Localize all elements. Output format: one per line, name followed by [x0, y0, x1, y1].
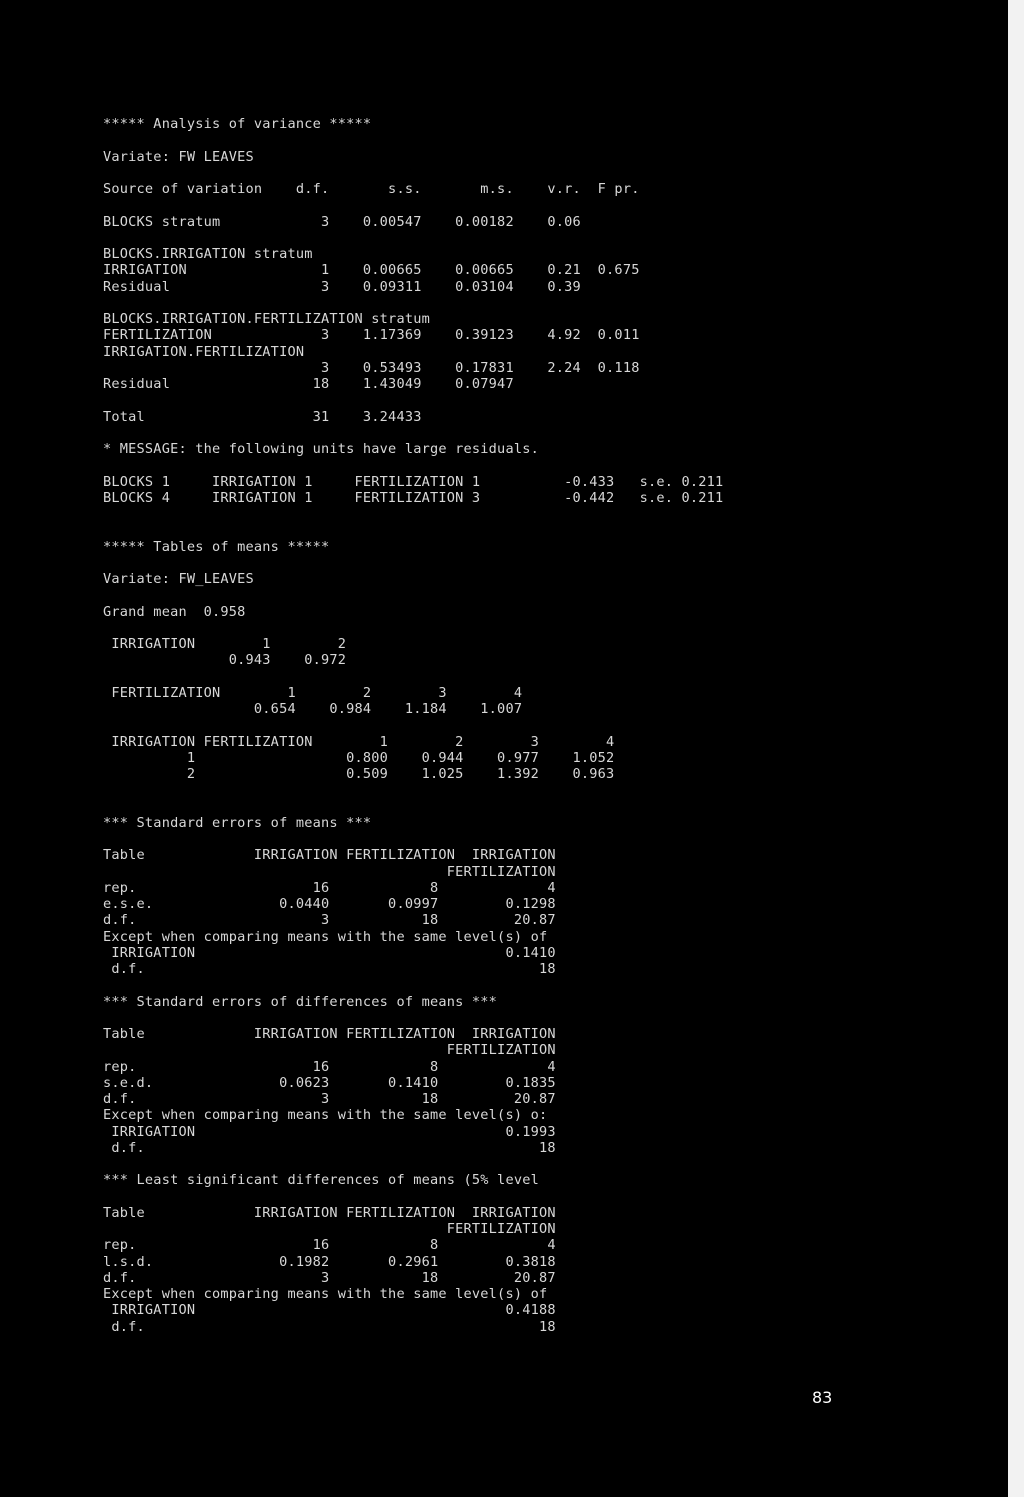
output-line: IRRIGATION FERTILIZATION 1 2 3 4 [103, 733, 615, 750]
output-line: d.f. 18 [103, 1139, 556, 1156]
output-line: Grand mean 0.958 [103, 603, 246, 620]
output-line: FERTILIZATION 1 2 3 4 [103, 684, 523, 701]
output-line: l.s.d. 0.1982 0.2961 0.3818 [103, 1253, 556, 1270]
output-line: Table IRRIGATION FERTILIZATION IRRIGATION [103, 1204, 556, 1221]
output-line [103, 782, 723, 798]
output-line [103, 587, 723, 603]
output-line [103, 506, 723, 522]
output-line: Residual 18 1.43049 0.07947 [103, 376, 514, 392]
output-line [103, 230, 723, 246]
output-line: BLOCKS.IRRIGATION.FERTILIZATION stratum [103, 311, 430, 327]
output-line: Variate: FW LEAVES [103, 148, 254, 165]
output-line: Except when comparing means with the same level(s) o: [103, 1107, 548, 1124]
output-line [103, 620, 723, 636]
output-line: ***** Tables of means ***** [103, 538, 330, 555]
output-line: Source of variation d.f. s.s. m.s. v.r. F pr. [103, 181, 640, 197]
output-line: BLOCKS.IRRIGATION stratum [103, 246, 313, 262]
output-line: IRRIGATION 0.4188 [103, 1302, 556, 1319]
output-line: rep. 16 8 4 [103, 879, 556, 896]
output-line [103, 717, 723, 733]
output-line: FERTILIZATION [103, 1221, 556, 1237]
output-line: Variate: FW_LEAVES [103, 571, 254, 587]
output-line: Table IRRIGATION FERTILIZATION IRRIGATION [103, 1026, 556, 1042]
anova-output-listing [103, 116, 723, 1335]
output-line [103, 457, 723, 473]
output-line: d.f. 3 18 20.87 [103, 1091, 556, 1107]
output-line: 0.654 0.984 1.184 1.007 [103, 701, 523, 717]
output-line [103, 1189, 723, 1205]
output-line [103, 555, 723, 571]
output-line [103, 132, 723, 148]
output-line: Except when comparing means with the same level(s) of [103, 928, 548, 945]
output-line: rep. 16 8 4 [103, 1058, 556, 1075]
output-line: *** Least significant differences of means (5% level [103, 1172, 539, 1189]
output-line [103, 1156, 723, 1172]
output-line: 0.943 0.972 [103, 652, 347, 669]
output-line: BLOCKS 4 IRRIGATION 1 FERTILIZATION 3 -0.442 s.e. 0.211 [103, 489, 724, 506]
output-line: Residual 3 0.09311 0.03104 0.39 [103, 278, 581, 295]
scan-edge [1008, 0, 1024, 1497]
output-line [103, 165, 723, 181]
output-line [103, 392, 723, 408]
output-line: Table IRRIGATION FERTILIZATION IRRIGATION [103, 847, 556, 864]
output-line: d.f. 18 [103, 1318, 556, 1335]
output-line: IRRIGATION 0.1410 [103, 944, 556, 961]
output-line: d.f. 18 [103, 961, 556, 977]
output-line: * MESSAGE: the following units have large residuals. [103, 441, 539, 457]
output-line [103, 295, 723, 311]
output-line: d.f. 3 18 20.87 [103, 1269, 556, 1286]
output-line [103, 977, 723, 993]
output-line: IRRIGATION 1 2 [103, 636, 347, 652]
output-line: IRRIGATION 1 0.00665 0.00665 0.21 0.675 [103, 262, 640, 279]
output-line [103, 1010, 723, 1026]
output-line: IRRIGATION 0.1993 [103, 1123, 556, 1140]
output-line [103, 425, 723, 441]
output-line: 1 0.800 0.944 0.977 1.052 [103, 749, 615, 766]
output-line: d.f. 3 18 20.87 [103, 912, 556, 929]
output-line [103, 197, 723, 213]
output-line [103, 669, 723, 685]
output-line: FERTILIZATION [103, 1042, 556, 1059]
output-line: FERTILIZATION [103, 863, 556, 880]
output-line: BLOCKS stratum 3 0.00547 0.00182 0.06 [103, 213, 581, 230]
output-line: s.e.d. 0.0623 0.1410 0.1835 [103, 1074, 556, 1091]
output-line: *** Standard errors of differences of means *** [103, 993, 498, 1010]
output-line [103, 522, 723, 538]
output-line: e.s.e. 0.0440 0.0997 0.1298 [103, 896, 556, 912]
output-line: 2 0.509 1.025 1.392 0.963 [103, 766, 615, 782]
output-line [103, 799, 723, 815]
output-line [103, 831, 723, 847]
output-line: rep. 16 8 4 [103, 1237, 556, 1254]
page-number: 83 [812, 1388, 833, 1407]
output-line: FERTILIZATION 3 1.17369 0.39123 4.92 0.011 [103, 327, 640, 344]
output-line: Total 31 3.24433 [103, 408, 422, 425]
output-line: IRRIGATION.FERTILIZATION [103, 343, 305, 360]
output-line: Except when comparing means with the same level(s) of [103, 1286, 548, 1302]
output-line: 3 0.53493 0.17831 2.24 0.118 [103, 359, 640, 376]
output-line: ***** Analysis of variance ***** [103, 116, 372, 132]
output-line: BLOCKS 1 IRRIGATION 1 FERTILIZATION 1 -0.433 s.e. 0.211 [103, 473, 724, 490]
output-line: *** Standard errors of means *** [103, 814, 372, 831]
